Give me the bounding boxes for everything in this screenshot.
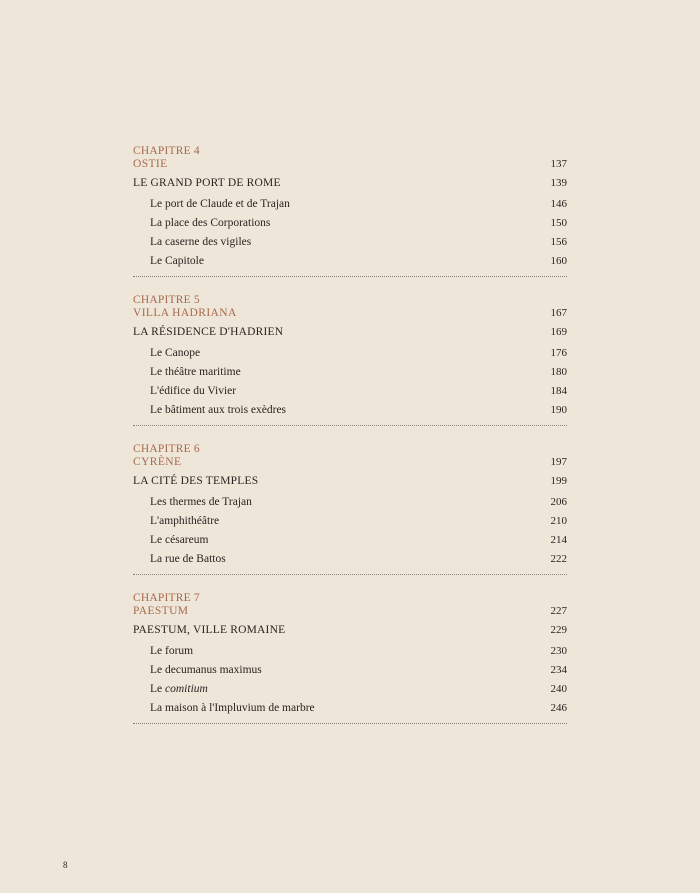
page-number: 197 (550, 456, 567, 468)
chapter-4 (133, 145, 567, 277)
entry-title: La maison à l'Impluvium de marbre (150, 702, 315, 714)
page-number: 156 (550, 236, 567, 248)
toc-entry[interactable] (133, 642, 567, 661)
toc-entry[interactable] (133, 531, 567, 550)
entry-title: Le bâtiment aux trois exèdres (150, 404, 287, 416)
entry-title: La place des Corporations (150, 217, 271, 229)
chapter-title: VILLA HADRIANA (133, 307, 237, 319)
entry-title: Le port de Claude et de Trajan (150, 198, 290, 210)
page-number: 246 (550, 702, 567, 714)
chapter-label: CHAPITRE 4 (133, 145, 200, 157)
page-number: 227 (550, 605, 567, 617)
page-number: 222 (550, 553, 567, 565)
page-number: 167 (550, 307, 567, 319)
page-number: 176 (550, 347, 567, 359)
section-title: LA RÉSIDENCE D'HADRIEN (133, 326, 284, 338)
chapter-label: CHAPITRE 7 (133, 592, 200, 604)
toc-entry[interactable] (133, 550, 567, 569)
page-number: 229 (550, 624, 567, 636)
entry-title: L'amphithéâtre (150, 515, 220, 527)
section-title: LE GRAND PORT DE ROME (133, 177, 281, 189)
page-number: 230 (550, 645, 567, 657)
section-row[interactable] (133, 475, 567, 488)
chapter-title-row[interactable] (133, 456, 567, 469)
entry-title: Le Canope (150, 347, 201, 359)
chapter-6 (133, 443, 567, 575)
chapter-title: PAESTUM (133, 605, 189, 617)
toc-entry[interactable] (133, 344, 567, 363)
toc-entry[interactable] (133, 661, 567, 680)
page-number: 199 (550, 475, 567, 487)
page-number: 146 (550, 198, 567, 210)
page-folio: 8 (63, 860, 68, 870)
page-number: 137 (550, 158, 567, 170)
toc-entry[interactable] (133, 699, 567, 718)
section-title: PAESTUM, VILLE ROMAINE (133, 624, 286, 636)
page-number: 150 (550, 217, 567, 229)
entry-title-roman: Le (150, 683, 163, 695)
toc-entry[interactable] (133, 493, 567, 512)
page-number: 139 (550, 177, 567, 189)
entry-title (150, 680, 208, 699)
chapter-title: CYRÈNE (133, 456, 182, 468)
page-number: 180 (550, 366, 567, 378)
section-row[interactable] (133, 326, 567, 339)
toc-entry[interactable] (133, 512, 567, 531)
entry-title: Le decumanus maximus (150, 664, 262, 676)
page-number: 190 (550, 404, 567, 416)
dotted-divider (133, 574, 567, 575)
toc-entry[interactable] (133, 382, 567, 401)
page-number: 214 (550, 534, 567, 546)
toc-entry[interactable] (133, 233, 567, 252)
page-number: 184 (550, 385, 567, 397)
page-number: 240 (550, 683, 567, 695)
chapter-title: OSTIE (133, 158, 168, 170)
entry-title: La rue de Battos (150, 553, 226, 565)
section-title: LA CITÉ DES TEMPLES (133, 475, 259, 487)
entry-list (133, 642, 567, 718)
table-of-contents (133, 145, 567, 724)
chapter-title-row[interactable] (133, 307, 567, 320)
chapter-title-row[interactable] (133, 605, 567, 618)
entry-title: Le théâtre maritime (150, 366, 241, 378)
entry-title: Le césareum (150, 534, 209, 546)
toc-entry[interactable] (133, 252, 567, 271)
toc-entry[interactable] (133, 214, 567, 233)
entry-title: Le Capitole (150, 255, 204, 267)
toc-entry[interactable] (133, 680, 567, 699)
dotted-divider (133, 723, 567, 724)
section-row[interactable] (133, 624, 567, 637)
section-row[interactable] (133, 177, 567, 190)
toc-entry[interactable] (133, 401, 567, 420)
entry-title: Les thermes de Trajan (150, 496, 252, 508)
entry-list (133, 195, 567, 271)
page-number: 234 (550, 664, 567, 676)
chapter-7 (133, 592, 567, 724)
entry-list (133, 344, 567, 420)
page-number: 206 (550, 496, 567, 508)
entry-title: Le forum (150, 645, 194, 657)
page-number: 160 (550, 255, 567, 267)
page-number: 210 (550, 515, 567, 527)
dotted-divider (133, 425, 567, 426)
page-number: 169 (550, 326, 567, 338)
entry-title-italic: comitium (165, 683, 208, 695)
entry-list (133, 493, 567, 569)
chapter-label: CHAPITRE 6 (133, 443, 200, 455)
chapter-title-row[interactable] (133, 158, 567, 171)
chapter-label: CHAPITRE 5 (133, 294, 200, 306)
toc-entry[interactable] (133, 363, 567, 382)
toc-entry[interactable] (133, 195, 567, 214)
dotted-divider (133, 276, 567, 277)
entry-title: La caserne des vigiles (150, 236, 252, 248)
entry-title: L'édifice du Vivier (150, 385, 237, 397)
chapter-5 (133, 294, 567, 426)
